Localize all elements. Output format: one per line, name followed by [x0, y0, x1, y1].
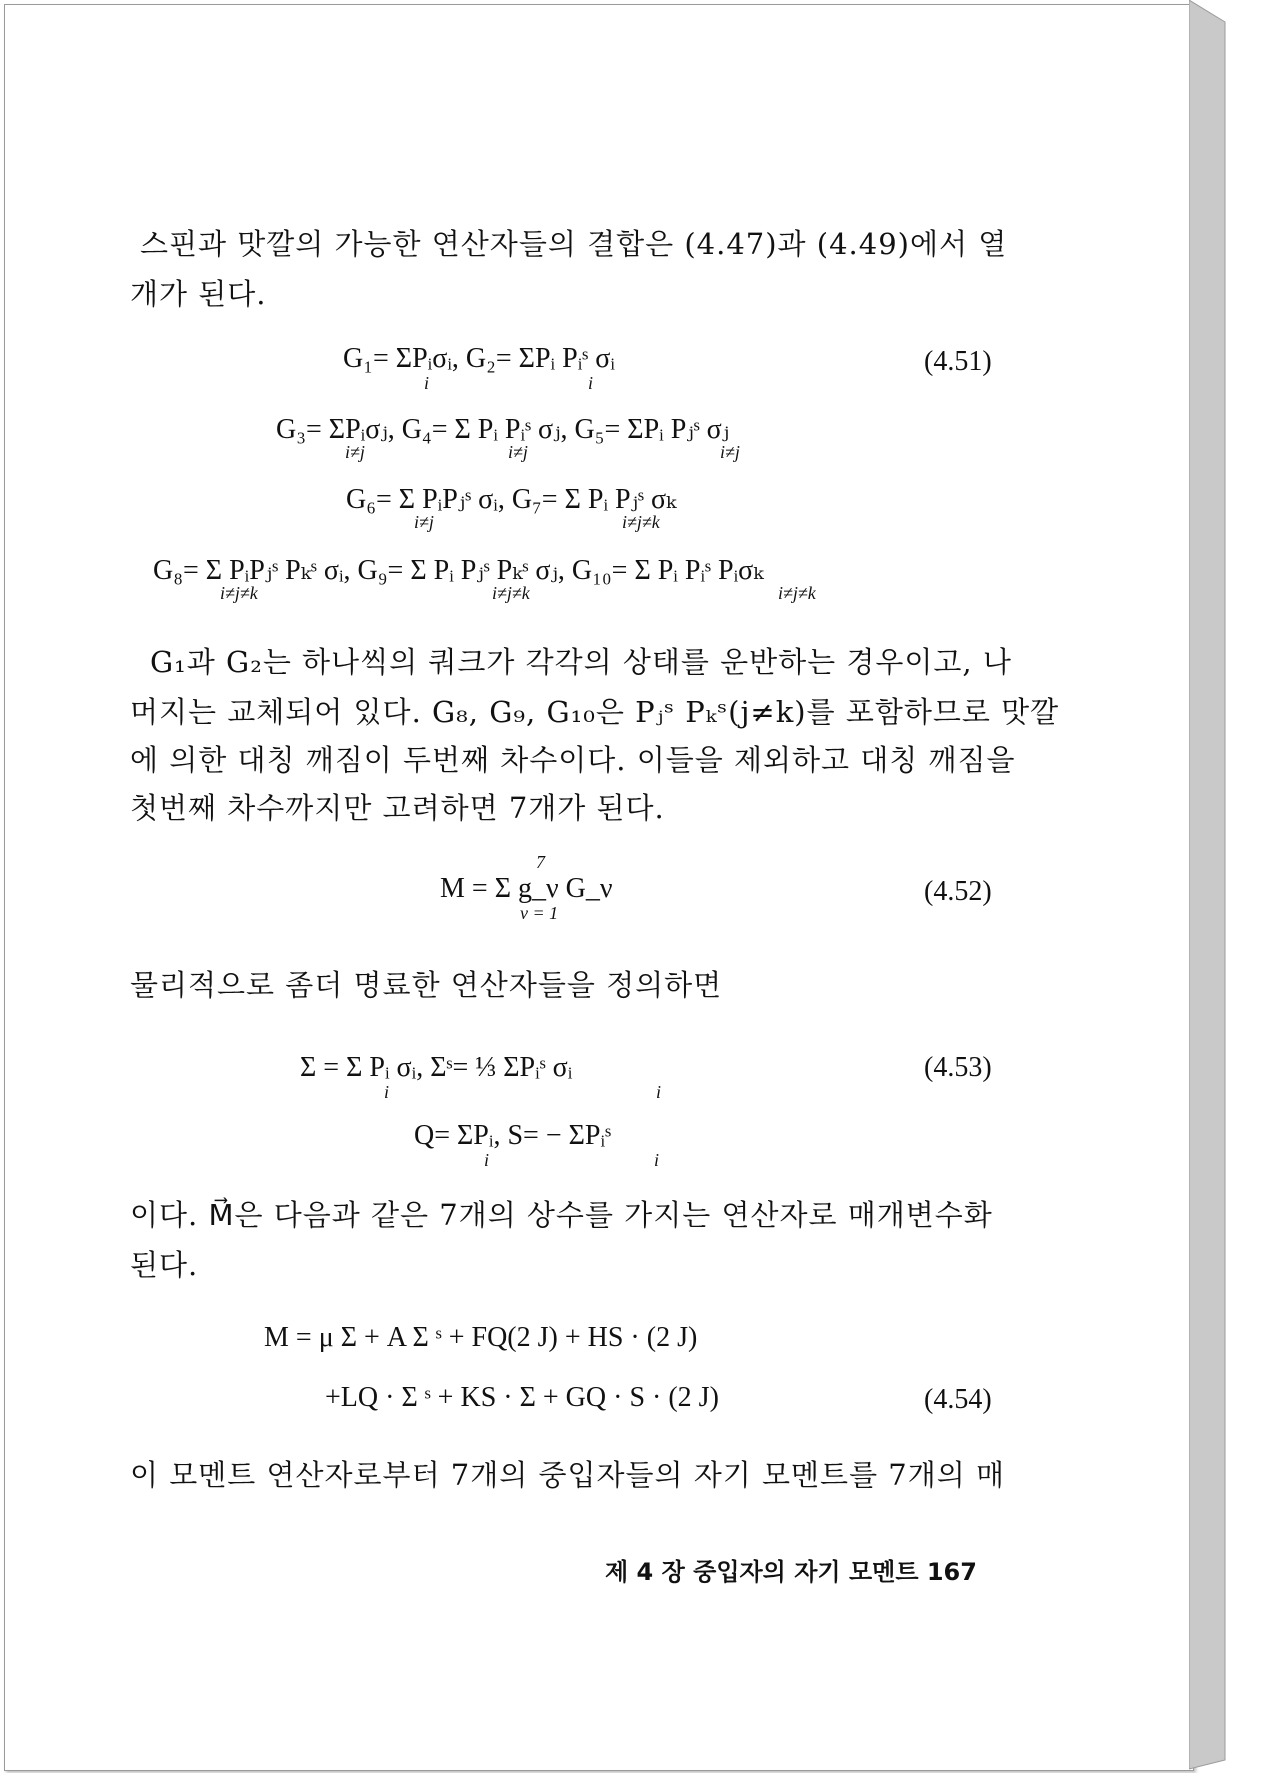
paragraph-4-line-1: 이다. M⃗은 다음과 같은 7개의 상수를 가지는 연산자로 매개변수화 — [130, 1198, 993, 1232]
sum-limit: i — [654, 1150, 660, 1170]
sum-limit: i≠j≠k — [622, 512, 660, 532]
equation-4-54-line-2: +LQ · Σ ˢ + KS · Σ + GQ · S · (2 J) — [325, 1382, 719, 1413]
page-stack-edge — [1189, 0, 1269, 1773]
paragraph-1-line-2: 개가 된다. — [130, 277, 267, 311]
equation-4-52: M = Σ g_ν G_ν — [440, 873, 613, 904]
sum-upper-limit: 7 — [536, 852, 545, 872]
sum-limit: i≠j — [508, 442, 528, 462]
paragraph-2-line-4: 첫번째 차수까지만 고려하면 7개가 된다. — [130, 791, 665, 825]
equation-number-4-52: (4.52) — [924, 876, 992, 907]
paragraph-2-line-3: 에 의한 대칭 깨짐이 두번째 차수이다. 이들을 제외하고 대칭 깨짐을 — [130, 743, 1016, 777]
sum-limit: i≠j — [345, 442, 365, 462]
sum-limit: i≠j≠k — [220, 583, 258, 603]
sum-limit: i — [656, 1082, 662, 1102]
paragraph-3-line-1: 물리적으로 좀더 명료한 연산자들을 정의하면 — [130, 968, 723, 1002]
paragraph-2-line-1: G₁과 G₂는 하나씩의 쿼크가 각각의 상태를 운반하는 경우이고, 나 — [150, 645, 1012, 679]
sum-limit: i≠j — [414, 512, 434, 532]
equation-4-51-line-4: G₈= Σ PᵢPⱼˢ Pₖˢ σᵢ, G₉= Σ Pᵢ Pⱼˢ Pₖˢ σⱼ, G₁₀= Σ Pᵢ Pᵢˢ Pᵢσₖ — [153, 555, 764, 586]
paragraph-5-line-1: 이 모멘트 연산자로부터 7개의 중입자들의 자기 모멘트를 7개의 매 — [130, 1458, 1006, 1492]
paragraph-1-line-1: 스핀과 맛깔의 가능한 연산자들의 결합은 (4.47)과 (4.49)에서 열 — [140, 227, 1008, 261]
equation-number-4-54: (4.54) — [924, 1384, 992, 1415]
page-footer: 제 4 장 중입자의 자기 모멘트 167 — [605, 1558, 977, 1586]
sum-limit: i — [588, 373, 594, 393]
sum-limit: i≠j — [720, 442, 740, 462]
equation-number-4-53: (4.53) — [924, 1052, 992, 1083]
paragraph-2-line-2: 머지는 교체되어 있다. G₈, G₉, G₁₀은 Pⱼˢ Pₖˢ(j≠k)를 포함하므로 맛깔 — [130, 695, 1060, 729]
sum-limit: i — [424, 373, 430, 393]
paragraph-4-line-2: 된다. — [130, 1248, 199, 1282]
sum-limit: i≠j≠k — [778, 583, 816, 603]
equation-4-54-line-1: M = μ Σ + A Σ ˢ + FQ(2 J) + HS · (2 J) — [264, 1322, 698, 1353]
equation-4-53-line-2: Q= ΣPᵢ, S= − ΣPᵢˢ — [414, 1120, 612, 1151]
equation-4-51-line-1: G₁= ΣPᵢσᵢ, G₂= ΣPᵢ Pᵢˢ σᵢ — [343, 343, 615, 374]
equation-4-53-line-1: Σ = Σ Pᵢ σᵢ, Σˢ= ⅓ ΣPᵢˢ σᵢ — [300, 1052, 573, 1083]
equation-4-51-line-3: G₆= Σ PᵢPⱼˢ σᵢ, G₇= Σ Pᵢ Pⱼˢ σₖ — [346, 484, 677, 515]
sum-lower-limit: ν = 1 — [520, 903, 559, 923]
equation-4-51-line-2: G₃= ΣPᵢσⱼ, G₄= Σ Pᵢ Pᵢˢ σⱼ, G₅= ΣPᵢ Pⱼˢ σⱼ — [276, 414, 730, 445]
sum-limit: i — [484, 1150, 490, 1170]
sum-limit: i≠j≠k — [492, 583, 530, 603]
equation-number-4-51: (4.51) — [924, 346, 992, 377]
sum-limit: i — [384, 1082, 390, 1102]
